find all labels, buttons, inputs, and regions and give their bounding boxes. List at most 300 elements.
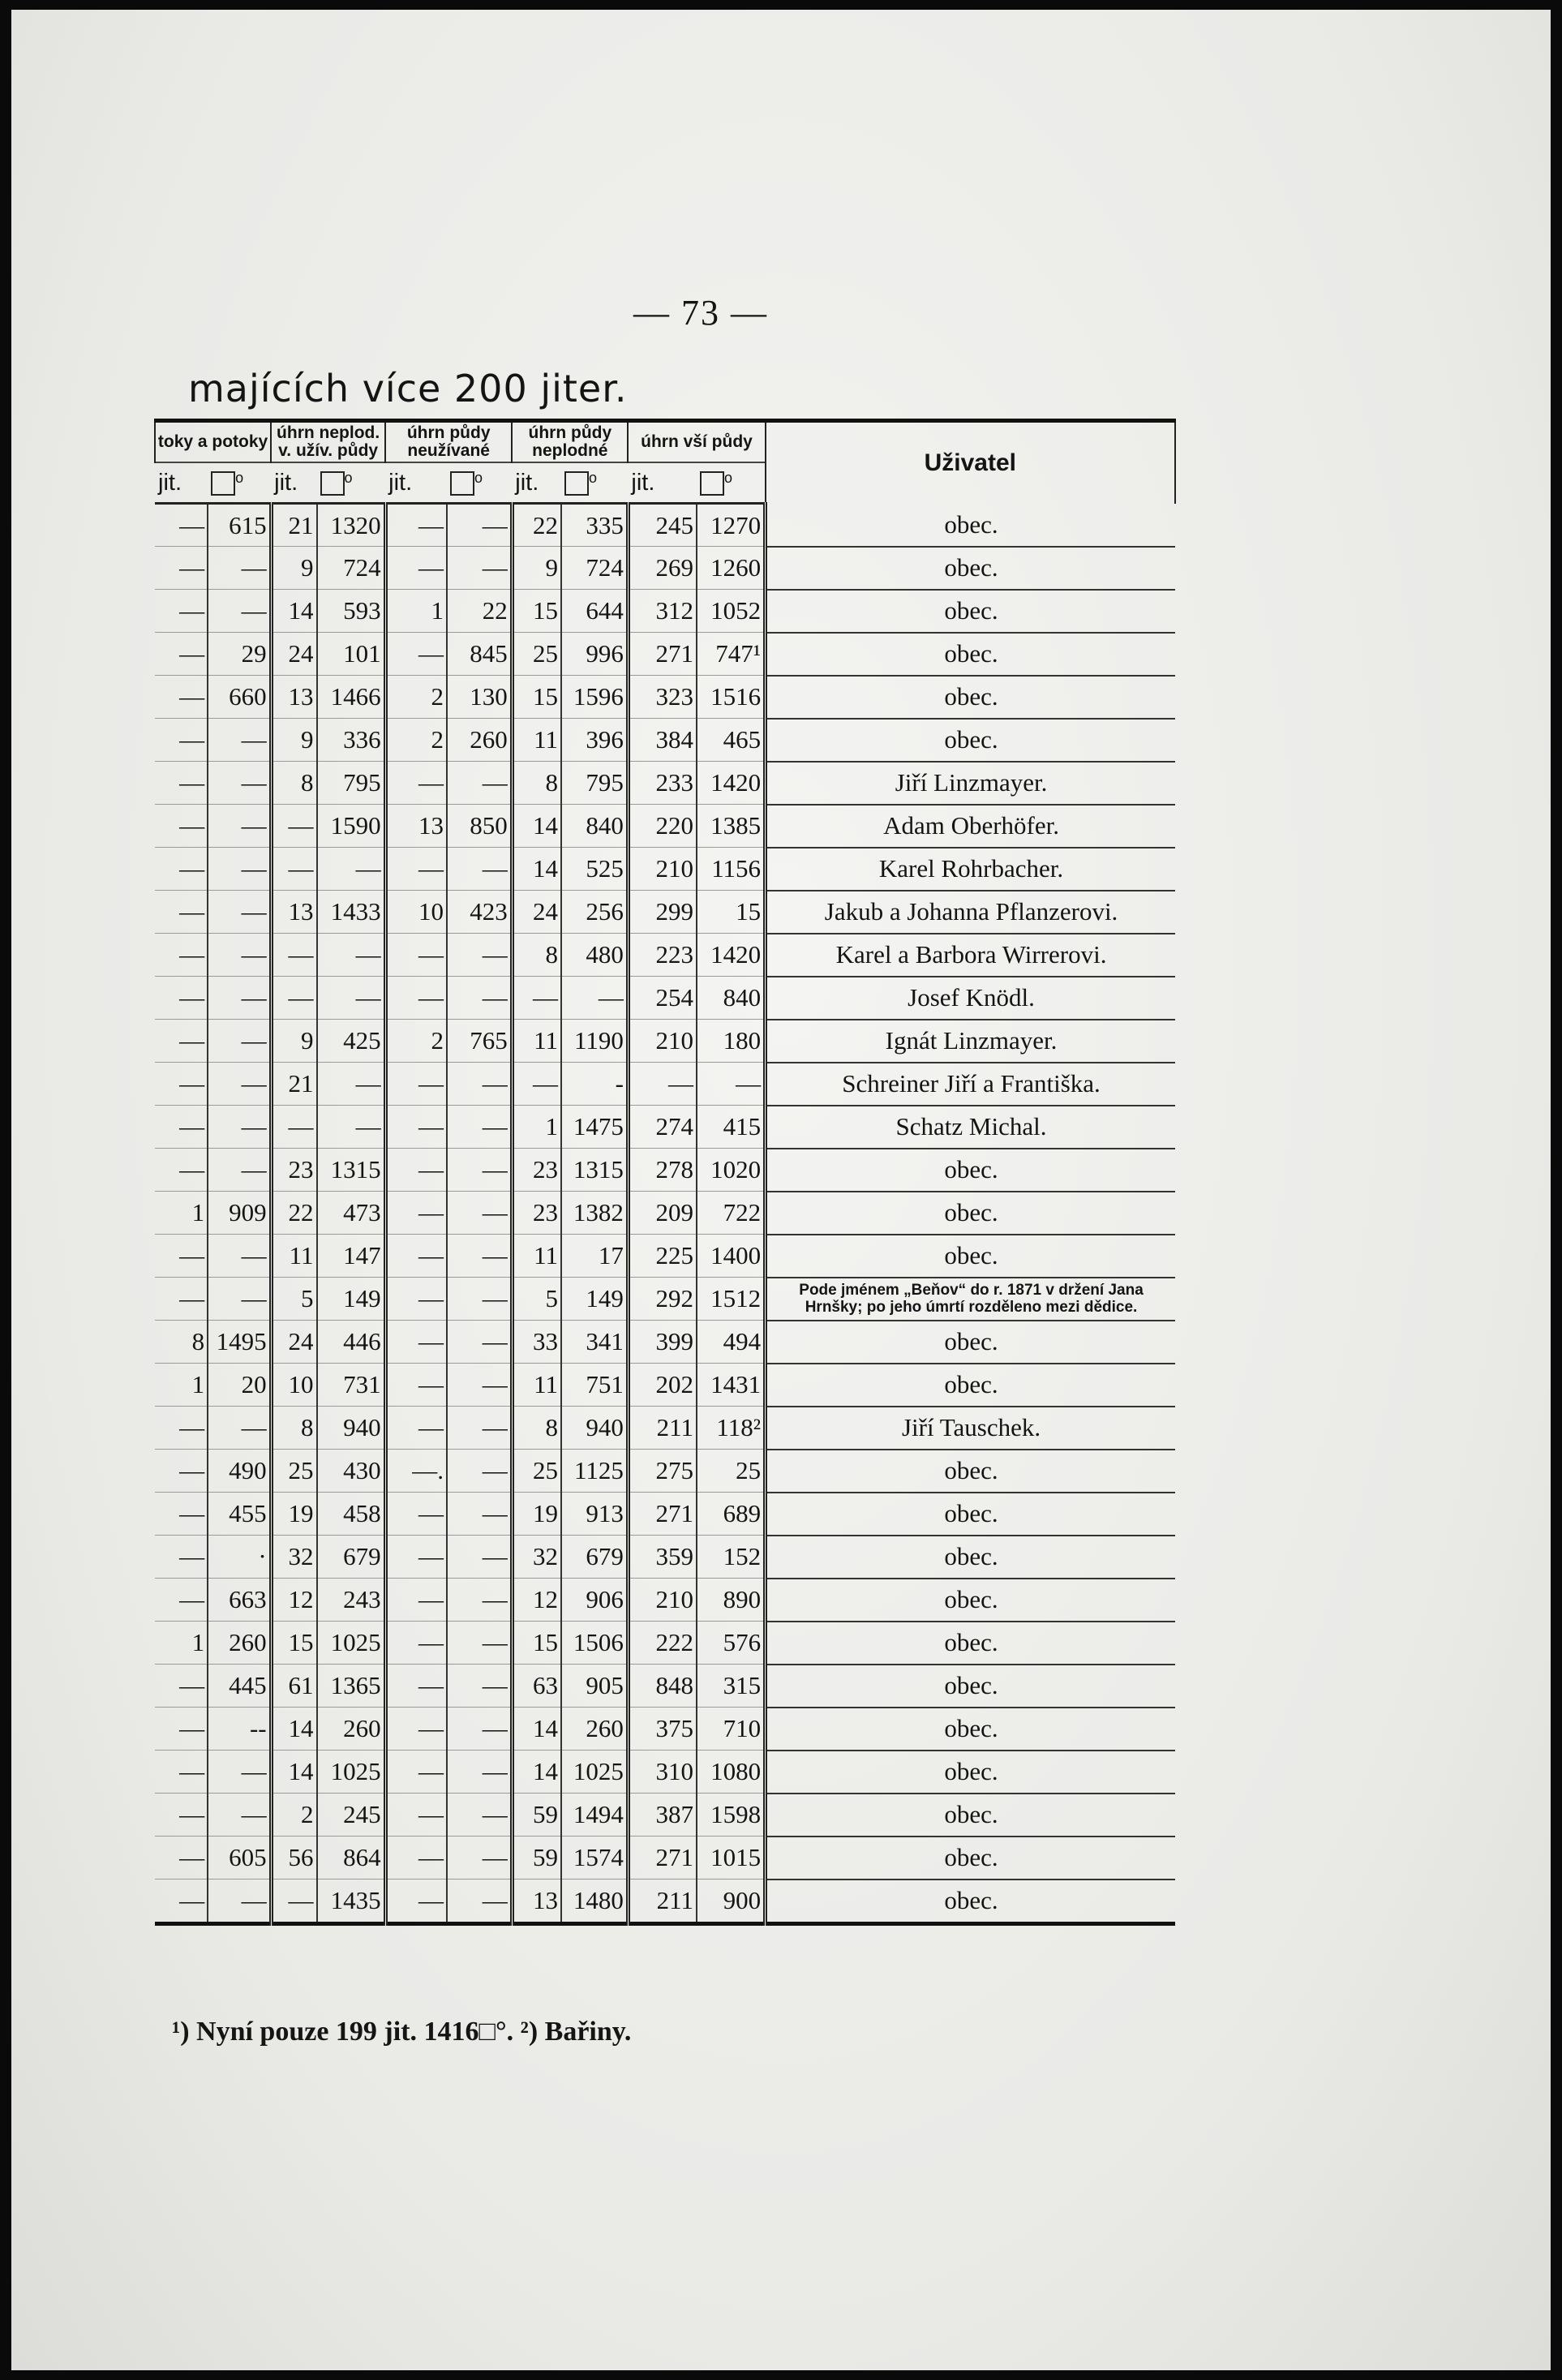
cell-e: —	[385, 1665, 447, 1708]
cell-j: 494	[697, 1321, 766, 1364]
cell-i: 223	[628, 934, 697, 977]
cell-i: 210	[628, 1579, 697, 1622]
cell-j: 415	[697, 1106, 766, 1149]
cell-b: --	[208, 1708, 271, 1751]
cell-a: —	[155, 848, 208, 891]
cell-j: 747¹	[697, 633, 766, 676]
cell-h: 1315	[561, 1149, 628, 1192]
unit-jit: jit.	[512, 462, 561, 504]
table-row	[155, 676, 1175, 719]
cell-h: 1382	[561, 1192, 628, 1235]
cell-c: 14	[271, 1751, 316, 1794]
user-cell: obec.	[766, 1321, 1175, 1364]
cell-d: 336	[317, 719, 386, 762]
cell-g: 9	[512, 547, 561, 590]
table-row	[155, 1536, 1175, 1579]
cell-b: 260	[208, 1622, 271, 1665]
cell-f: 765	[447, 1020, 512, 1063]
cell-g: 15	[512, 590, 561, 633]
cell-a: —	[155, 719, 208, 762]
cell-b: 445	[208, 1665, 271, 1708]
cell-d: —	[317, 977, 386, 1020]
user-cell: obec.	[766, 1364, 1175, 1407]
cell-a: —	[155, 1665, 208, 1708]
cell-a: —	[155, 504, 208, 547]
cell-i: 387	[628, 1794, 697, 1837]
cell-b: —	[208, 977, 271, 1020]
cell-g: 15	[512, 676, 561, 719]
cell-b: —	[208, 1880, 271, 1924]
cell-f: —	[447, 1536, 512, 1579]
unit-square: o	[561, 462, 628, 504]
cell-e: —	[385, 1751, 447, 1794]
cell-e: —	[385, 1063, 447, 1106]
cell-e: 10	[385, 891, 447, 934]
cell-c: 10	[271, 1364, 316, 1407]
cell-d: 795	[317, 762, 386, 805]
cell-e: —	[385, 1837, 447, 1880]
page-number: — 73 —	[633, 293, 768, 333]
cell-i: 275	[628, 1450, 697, 1493]
cell-h: 940	[561, 1407, 628, 1450]
user-cell: Jiří Tauschek.	[766, 1407, 1175, 1450]
table-row	[155, 1794, 1175, 1837]
square-icon	[320, 471, 345, 496]
cell-g: 19	[512, 1493, 561, 1536]
cell-e: 2	[385, 719, 447, 762]
table-row	[155, 805, 1175, 848]
cell-c: —	[271, 848, 316, 891]
cell-f: —	[447, 504, 512, 547]
user-cell: obec.	[766, 1149, 1175, 1192]
cell-c: 9	[271, 1020, 316, 1063]
cell-d: 1590	[317, 805, 386, 848]
cell-f: —	[447, 1450, 512, 1493]
cell-f: —	[447, 1235, 512, 1278]
cell-c: 13	[271, 891, 316, 934]
cell-h: 341	[561, 1321, 628, 1364]
table-row	[155, 1149, 1175, 1192]
cell-d: 1025	[317, 1751, 386, 1794]
cell-d: 724	[317, 547, 386, 590]
cell-a: —	[155, 547, 208, 590]
cell-j: —	[697, 1063, 766, 1106]
cell-f: —	[447, 1106, 512, 1149]
cell-j: 1260	[697, 547, 766, 590]
table-row	[155, 504, 1175, 547]
unit-jit: jit.	[385, 462, 447, 504]
cell-d: —	[317, 1063, 386, 1106]
cell-c: 9	[271, 719, 316, 762]
cell-j: 710	[697, 1708, 766, 1751]
cell-h: 260	[561, 1708, 628, 1751]
user-cell: obec.	[766, 1235, 1175, 1278]
user-cell: obec.	[766, 504, 1175, 547]
cell-i: 375	[628, 1708, 697, 1751]
cell-g: 11	[512, 1020, 561, 1063]
user-cell: obec.	[766, 1493, 1175, 1536]
cell-d: 101	[317, 633, 386, 676]
cell-e: —	[385, 977, 447, 1020]
cell-g: —	[512, 977, 561, 1020]
cell-i: 225	[628, 1235, 697, 1278]
cell-g: 8	[512, 934, 561, 977]
cell-e: —.	[385, 1450, 447, 1493]
cell-j: 152	[697, 1536, 766, 1579]
table-row	[155, 1235, 1175, 1278]
user-cell: obec.	[766, 1665, 1175, 1708]
cell-h: 1190	[561, 1020, 628, 1063]
cell-b: —	[208, 1751, 271, 1794]
cell-h: -	[561, 1063, 628, 1106]
table-row	[155, 1278, 1175, 1321]
cell-d: 430	[317, 1450, 386, 1493]
user-cell: Ignát Linzmayer.	[766, 1020, 1175, 1063]
cell-j: 1512	[697, 1278, 766, 1321]
cell-i: 209	[628, 1192, 697, 1235]
user-cell: Karel a Barbora Wirrerovi.	[766, 934, 1175, 977]
cell-c: 61	[271, 1665, 316, 1708]
user-cell: Josef Knödl.	[766, 977, 1175, 1020]
cell-f: 423	[447, 891, 512, 934]
cell-g: 24	[512, 891, 561, 934]
cell-f: —	[447, 1708, 512, 1751]
cell-f: —	[447, 1622, 512, 1665]
cell-b: 455	[208, 1493, 271, 1536]
cell-c: 21	[271, 504, 316, 547]
cell-b: —	[208, 719, 271, 762]
cell-j: 1270	[697, 504, 766, 547]
cell-a: —	[155, 891, 208, 934]
cell-a: —	[155, 1794, 208, 1837]
user-cell: Pode jménem „Beňov“ do r. 1871 v držení Jana Hrnšky; po jeho úmrtí rozděleno mezi dědice.	[766, 1278, 1175, 1321]
cell-j: 890	[697, 1579, 766, 1622]
cell-i: 312	[628, 590, 697, 633]
cell-g: 11	[512, 1235, 561, 1278]
cell-g: 11	[512, 719, 561, 762]
cell-c: 23	[271, 1149, 316, 1192]
cell-g: 13	[512, 1880, 561, 1924]
cell-b: —	[208, 891, 271, 934]
cell-h: 751	[561, 1364, 628, 1407]
cell-d: —	[317, 934, 386, 977]
cell-f: 260	[447, 719, 512, 762]
cell-a: —	[155, 1063, 208, 1106]
cell-i: 211	[628, 1407, 697, 1450]
cell-e: —	[385, 1493, 447, 1536]
user-cell: obec.	[766, 590, 1175, 633]
user-cell: Jakub a Johanna Pflanzerovi.	[766, 891, 1175, 934]
cell-d: 245	[317, 1794, 386, 1837]
cell-j: 1420	[697, 762, 766, 805]
cell-i: 310	[628, 1751, 697, 1794]
cell-b: —	[208, 1794, 271, 1837]
cell-i: 359	[628, 1536, 697, 1579]
cell-g: 23	[512, 1192, 561, 1235]
cell-f: —	[447, 1665, 512, 1708]
cell-j: 722	[697, 1192, 766, 1235]
cell-d: —	[317, 848, 386, 891]
user-cell: Schreiner Jiří a Františka.	[766, 1063, 1175, 1106]
cell-g: 15	[512, 1622, 561, 1665]
user-cell: obec.	[766, 1579, 1175, 1622]
cell-g: 32	[512, 1536, 561, 1579]
cell-i: 271	[628, 1493, 697, 1536]
cell-g: 14	[512, 848, 561, 891]
cell-i: 384	[628, 719, 697, 762]
cell-g: 1	[512, 1106, 561, 1149]
cell-i: 848	[628, 1665, 697, 1708]
cell-g: 14	[512, 1708, 561, 1751]
cell-b: —	[208, 1149, 271, 1192]
cell-a: —	[155, 1106, 208, 1149]
cell-b: 615	[208, 504, 271, 547]
cell-d: 473	[317, 1192, 386, 1235]
cell-i: 222	[628, 1622, 697, 1665]
cell-h: 840	[561, 805, 628, 848]
cell-c: 24	[271, 1321, 316, 1364]
table-row	[155, 1321, 1175, 1364]
table-row	[155, 1751, 1175, 1794]
land-table	[154, 419, 1176, 1926]
cell-g: 59	[512, 1794, 561, 1837]
cell-c: 25	[271, 1450, 316, 1493]
cell-h: 335	[561, 504, 628, 547]
col-group-neplodne: úhrn půdy neplodné	[512, 421, 628, 463]
cell-e: —	[385, 1149, 447, 1192]
cell-i: —	[628, 1063, 697, 1106]
page	[11, 10, 1551, 2370]
cell-a: 8	[155, 1321, 208, 1364]
cell-d: 149	[317, 1278, 386, 1321]
cell-j: 1420	[697, 934, 766, 977]
cell-h: 724	[561, 547, 628, 590]
cell-c: 8	[271, 762, 316, 805]
col-group-vsi: úhrn vší půdy	[628, 421, 765, 463]
cell-a: 1	[155, 1622, 208, 1665]
cell-f: —	[447, 547, 512, 590]
cell-f: 130	[447, 676, 512, 719]
cell-d: —	[317, 1106, 386, 1149]
table-row	[155, 1665, 1175, 1708]
cell-b: 909	[208, 1192, 271, 1235]
cell-g: 8	[512, 1407, 561, 1450]
square-icon	[450, 471, 474, 496]
cell-g: 25	[512, 633, 561, 676]
cell-e: —	[385, 762, 447, 805]
cell-g: 14	[512, 1751, 561, 1794]
cell-e: 13	[385, 805, 447, 848]
cell-b: —	[208, 590, 271, 633]
cell-c: —	[271, 977, 316, 1020]
cell-c: —	[271, 1106, 316, 1149]
table-row	[155, 1407, 1175, 1450]
cell-i: 274	[628, 1106, 697, 1149]
cell-e: —	[385, 1622, 447, 1665]
cell-b: —	[208, 1278, 271, 1321]
cell-b: —	[208, 934, 271, 977]
cell-f: —	[447, 1063, 512, 1106]
cell-a: —	[155, 1493, 208, 1536]
cell-b: 1495	[208, 1321, 271, 1364]
unit-jit: jit.	[271, 462, 316, 504]
unit-square: o	[208, 462, 271, 504]
cell-a: —	[155, 590, 208, 633]
cell-f: —	[447, 1794, 512, 1837]
table-row	[155, 848, 1175, 891]
cell-j: 1385	[697, 805, 766, 848]
cell-j: 180	[697, 1020, 766, 1063]
cell-g: 5	[512, 1278, 561, 1321]
unit-jit: jit.	[155, 462, 208, 504]
user-cell: obec.	[766, 1536, 1175, 1579]
cell-h: 795	[561, 762, 628, 805]
user-cell: obec.	[766, 676, 1175, 719]
user-cell: obec.	[766, 1794, 1175, 1837]
cell-h: 913	[561, 1493, 628, 1536]
cell-i: 278	[628, 1149, 697, 1192]
cell-a: —	[155, 934, 208, 977]
user-cell: obec.	[766, 1751, 1175, 1794]
cell-b: 29	[208, 633, 271, 676]
cell-g: 25	[512, 1450, 561, 1493]
col-group-neuzivane: úhrn půdy neužívané	[385, 421, 512, 463]
cell-c: 5	[271, 1278, 316, 1321]
table-row	[155, 1837, 1175, 1880]
cell-g: 23	[512, 1149, 561, 1192]
cell-d: 1435	[317, 1880, 386, 1924]
col-user: Uživatel	[766, 421, 1175, 504]
user-cell: Adam Oberhöfer.	[766, 805, 1175, 848]
square-icon	[211, 471, 235, 496]
cell-b: —	[208, 1020, 271, 1063]
cell-f: —	[447, 934, 512, 977]
user-cell: obec.	[766, 1880, 1175, 1924]
cell-b: 605	[208, 1837, 271, 1880]
cell-b: —	[208, 1063, 271, 1106]
cell-i: 269	[628, 547, 697, 590]
cell-h: 1025	[561, 1751, 628, 1794]
cell-c: 15	[271, 1622, 316, 1665]
cell-a: 1	[155, 1364, 208, 1407]
cell-d: 425	[317, 1020, 386, 1063]
table-row	[155, 1063, 1175, 1106]
cell-c: 11	[271, 1235, 316, 1278]
cell-b: 490	[208, 1450, 271, 1493]
user-cell: obec.	[766, 1837, 1175, 1880]
col-group-neplod: úhrn neplod. v. užív. půdy	[271, 421, 385, 463]
cell-j: 900	[697, 1880, 766, 1924]
cell-c: 14	[271, 1708, 316, 1751]
cell-h: 644	[561, 590, 628, 633]
cell-d: 940	[317, 1407, 386, 1450]
cell-e: —	[385, 1235, 447, 1278]
cell-a: —	[155, 1579, 208, 1622]
cell-i: 220	[628, 805, 697, 848]
cell-h: 396	[561, 719, 628, 762]
cell-a: —	[155, 633, 208, 676]
user-cell: Schatz Michal.	[766, 1106, 1175, 1149]
cell-e: 2	[385, 676, 447, 719]
cell-d: 1025	[317, 1622, 386, 1665]
cell-i: 271	[628, 633, 697, 676]
table-row	[155, 1880, 1175, 1924]
cell-j: 1598	[697, 1794, 766, 1837]
cell-h: 1480	[561, 1880, 628, 1924]
cell-e: —	[385, 1579, 447, 1622]
cell-h: 679	[561, 1536, 628, 1579]
cell-c: 21	[271, 1063, 316, 1106]
cell-i: 233	[628, 762, 697, 805]
cell-i: 271	[628, 1837, 697, 1880]
table-row	[155, 934, 1175, 977]
cell-h: 1125	[561, 1450, 628, 1493]
cell-e: —	[385, 1278, 447, 1321]
cell-j: 1020	[697, 1149, 766, 1192]
unit-square: o	[447, 462, 512, 504]
cell-h: 256	[561, 891, 628, 934]
user-cell: obec.	[766, 1708, 1175, 1751]
cell-g: 22	[512, 504, 561, 547]
cell-d: 679	[317, 1536, 386, 1579]
user-cell: obec.	[766, 633, 1175, 676]
table-row	[155, 1364, 1175, 1407]
cell-c: —	[271, 1880, 316, 1924]
cell-f: 850	[447, 805, 512, 848]
cell-b: 20	[208, 1364, 271, 1407]
cell-j: 1052	[697, 590, 766, 633]
cell-c: 24	[271, 633, 316, 676]
cell-c: 2	[271, 1794, 316, 1837]
cell-a: —	[155, 1278, 208, 1321]
cell-f: —	[447, 1751, 512, 1794]
cell-j: 1080	[697, 1751, 766, 1794]
cell-a: —	[155, 1450, 208, 1493]
cell-g: 14	[512, 805, 561, 848]
cell-a: —	[155, 676, 208, 719]
cell-c: 13	[271, 676, 316, 719]
user-cell: obec.	[766, 1622, 1175, 1665]
cell-e: —	[385, 1708, 447, 1751]
square-icon	[564, 471, 589, 496]
cell-f: —	[447, 1579, 512, 1622]
cell-f: —	[447, 848, 512, 891]
cell-a: —	[155, 1020, 208, 1063]
cell-c: —	[271, 934, 316, 977]
cell-f: 22	[447, 590, 512, 633]
cell-f: —	[447, 1493, 512, 1536]
user-cell: Karel Rohrbacher.	[766, 848, 1175, 891]
cell-i: 323	[628, 676, 697, 719]
table-row	[155, 1708, 1175, 1751]
cell-h: 906	[561, 1579, 628, 1622]
user-cell: obec.	[766, 1450, 1175, 1493]
cell-d: 1466	[317, 676, 386, 719]
cell-h: 1596	[561, 676, 628, 719]
cell-e: —	[385, 1192, 447, 1235]
unit-square: o	[317, 462, 386, 504]
cell-e: —	[385, 1364, 447, 1407]
cell-a: —	[155, 1235, 208, 1278]
cell-c: —	[271, 805, 316, 848]
cell-g: —	[512, 1063, 561, 1106]
cell-a: —	[155, 977, 208, 1020]
cell-b: —	[208, 1106, 271, 1149]
cell-c: 8	[271, 1407, 316, 1450]
table-row	[155, 633, 1175, 676]
cell-e: —	[385, 633, 447, 676]
cell-e: —	[385, 1407, 447, 1450]
